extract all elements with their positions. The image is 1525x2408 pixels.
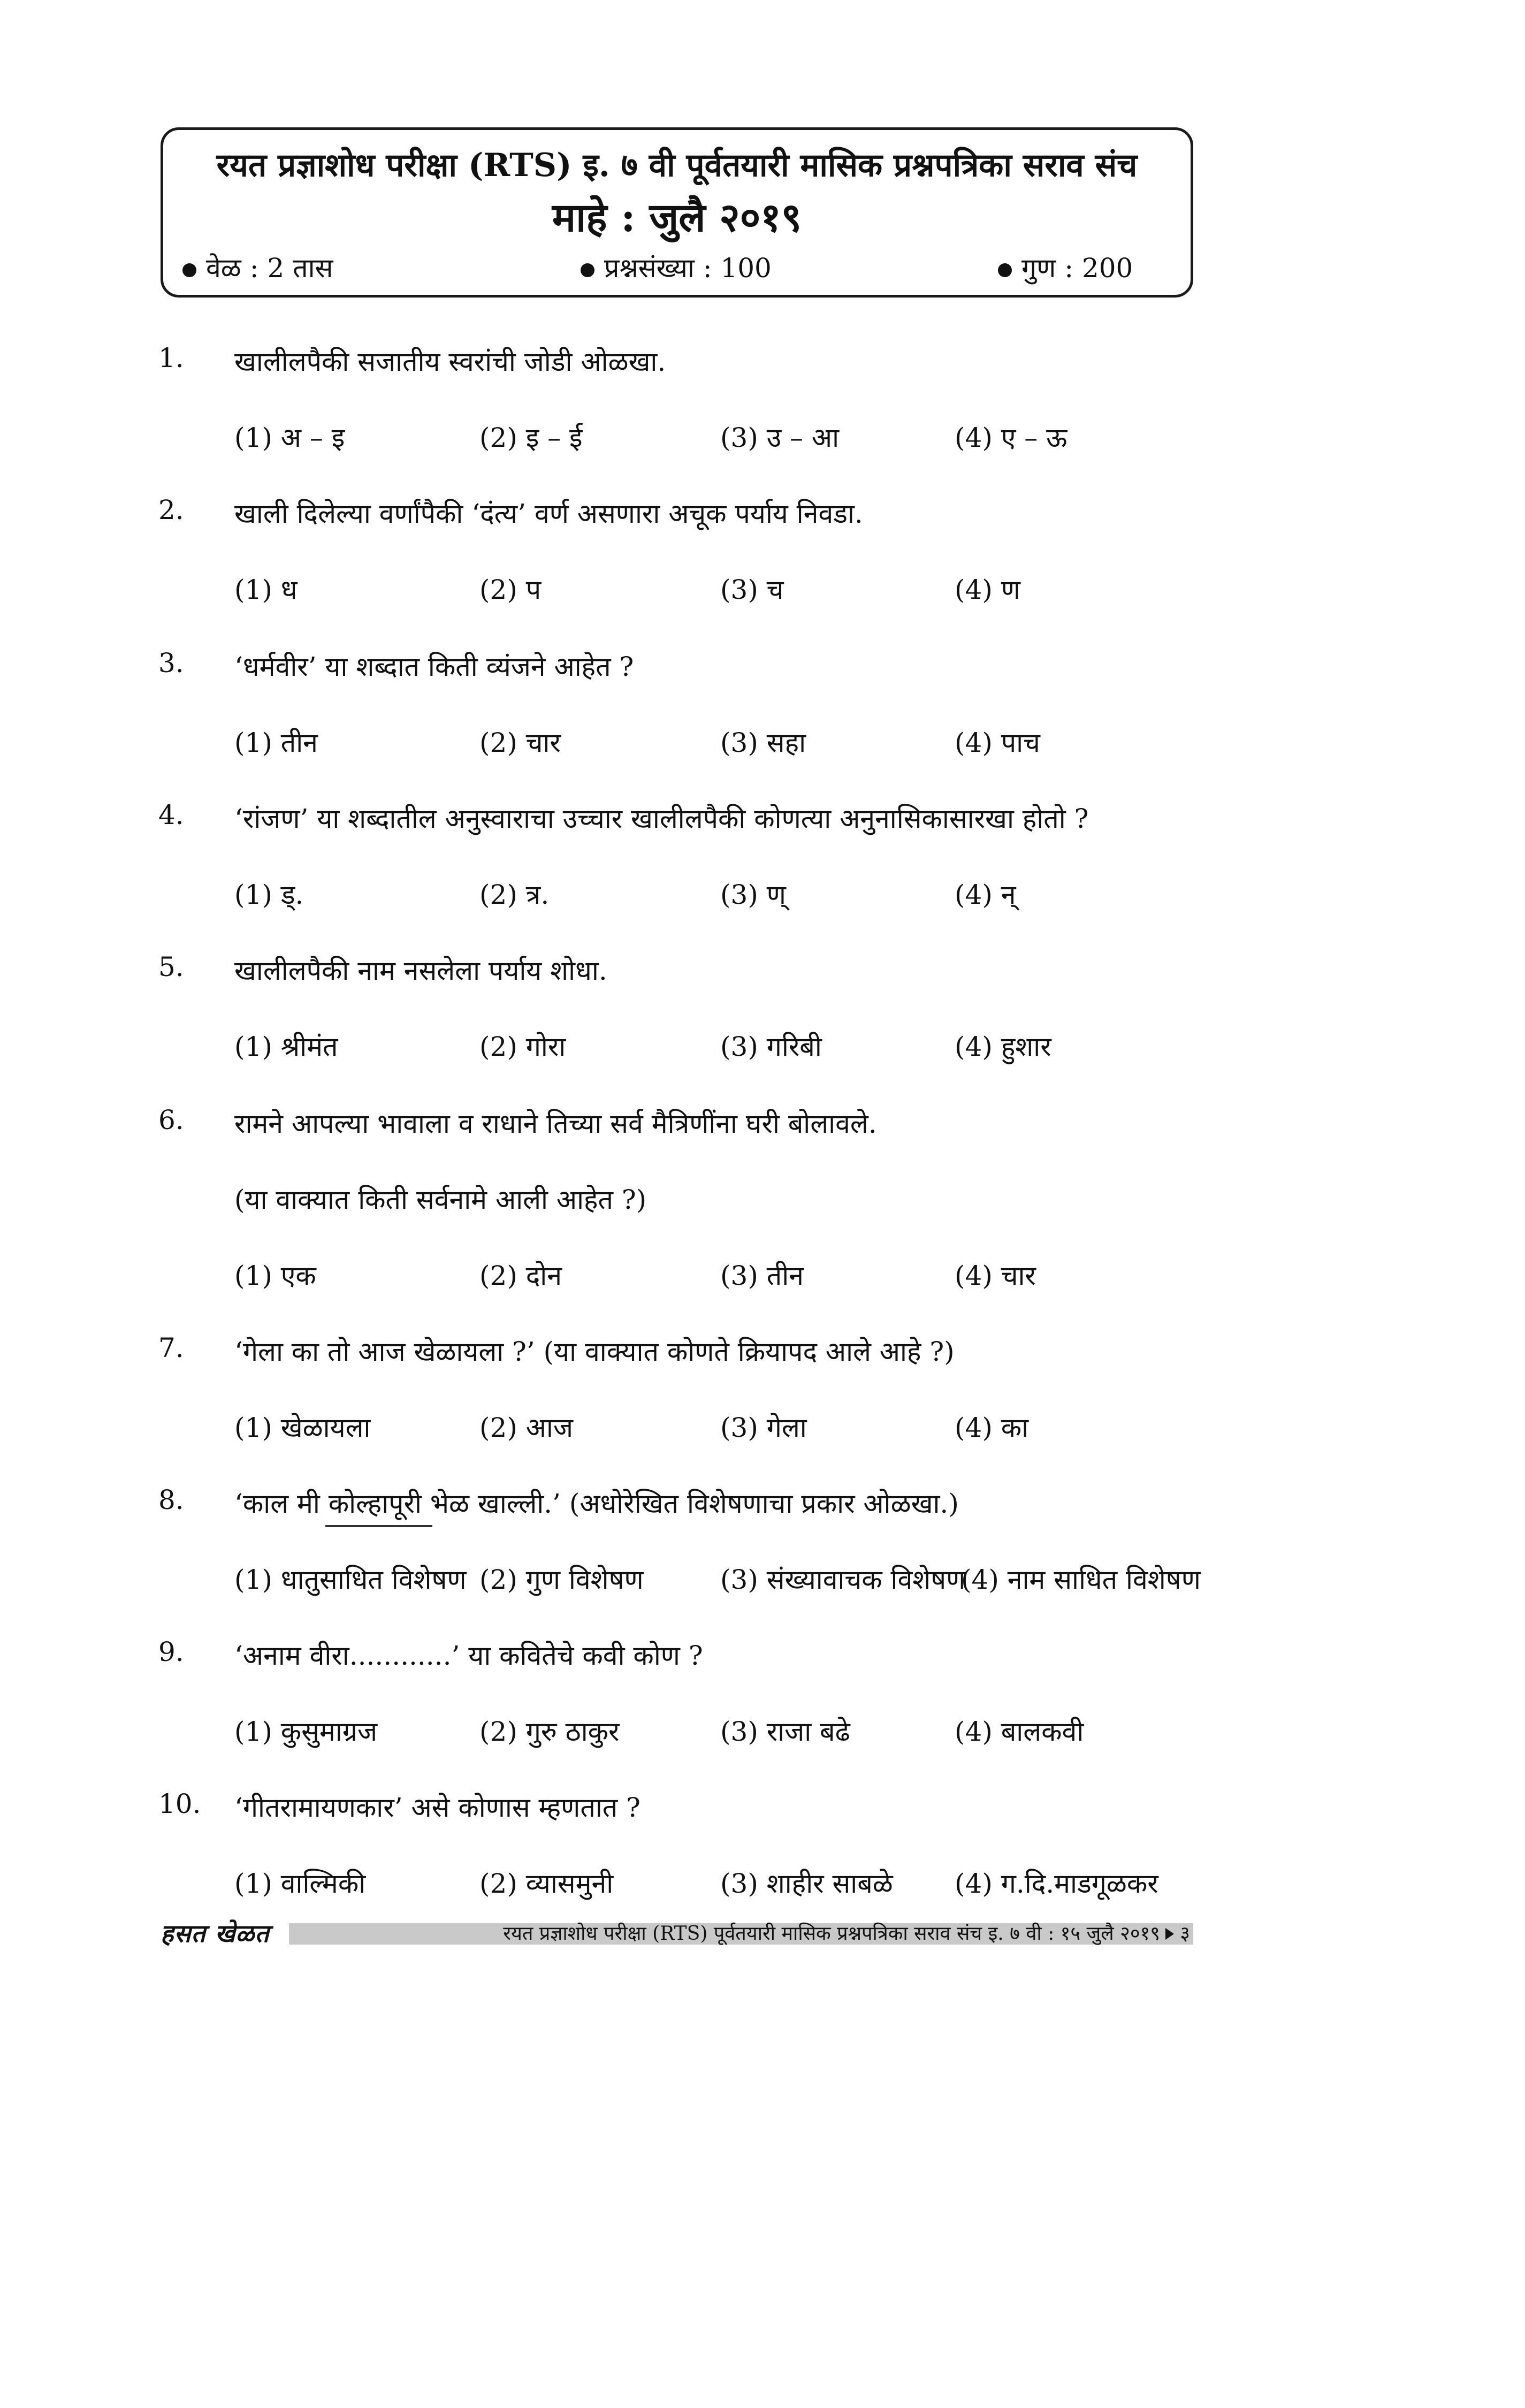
option-3[interactable]: (3) गरिबी	[720, 1031, 822, 1062]
option-4[interactable]: (4) ए – ऊ	[955, 422, 1068, 453]
option-1[interactable]: (1) कुसुमाग्रज	[234, 1716, 378, 1747]
question-number: 3.	[158, 647, 184, 679]
option-3[interactable]: (3) च	[720, 574, 784, 605]
play-arrow-icon	[1165, 1928, 1174, 1940]
exam-time: वेळ : 2 तास	[182, 249, 333, 285]
option-4[interactable]: (4) नाम साधित विशेषण	[961, 1564, 1201, 1595]
option-3[interactable]: (3) सहा	[720, 727, 806, 758]
option-3[interactable]: (3) तीन	[720, 1260, 804, 1291]
option-2[interactable]: (2) इ – ई	[479, 422, 583, 453]
footer-band	[289, 1923, 1193, 1945]
option-3[interactable]: (3) ण्	[720, 879, 786, 910]
question-number: 10.	[158, 1788, 201, 1819]
exam-title: रयत प्रज्ञाशोध परीक्षा (RTS) इ. ७ वी पूर्वतयारी मासिक प्रश्नपत्रिका सराव संच	[216, 147, 1138, 184]
question-text: ‘रांजण’ या शब्दातील अनुस्वाराचा उच्चार खालीलपैकी कोणत्या अनुनासिकासारखा होतो ?	[234, 803, 1089, 834]
question-text: ‘गीतरामायणकार’ असे कोणास म्हणतात ?	[234, 1792, 640, 1823]
footer-logo: हसत खेळत	[161, 1919, 270, 1948]
exam-month: माहे : जुलै २०१९	[552, 195, 802, 241]
option-1[interactable]: (1) श्रीमंत	[234, 1031, 338, 1062]
question-text: खाली दिलेल्या वर्णांपैकी ‘दंत्य’ वर्ण असणारा अचूक पर्याय निवडा.	[234, 498, 863, 529]
option-3[interactable]: (3) शाहीर साबळे	[720, 1868, 893, 1899]
question-text: ‘काल मी कोल्हापूरी भेळ खाल्ली.’ (अधोरेखित विशेषणाचा प्रकार ओळखा.)	[234, 1488, 959, 1519]
page-number: ३	[1180, 1923, 1190, 1945]
option-2[interactable]: (2) त्र.	[479, 879, 550, 910]
question-number: 7.	[158, 1332, 184, 1363]
question-number: 2.	[158, 494, 184, 525]
option-2[interactable]: (2) गोरा	[479, 1031, 566, 1062]
exam-question-count: प्रश्नसंख्या : 100	[581, 249, 772, 285]
option-3[interactable]: (3) राजा बढे	[720, 1716, 850, 1747]
question-number: 6.	[158, 1104, 184, 1136]
option-1[interactable]: (1) एक	[234, 1260, 316, 1291]
option-1[interactable]: (1) तीन	[234, 727, 318, 758]
option-2[interactable]: (2) आज	[479, 1412, 573, 1443]
option-2[interactable]: (2) प	[479, 574, 542, 605]
option-4[interactable]: (4) बालकवी	[955, 1716, 1084, 1747]
option-3[interactable]: (3) उ – आ	[720, 422, 840, 453]
option-1[interactable]: (1) ड्.	[234, 879, 304, 910]
option-2[interactable]: (2) गुण विशेषण	[479, 1564, 644, 1595]
option-1[interactable]: (1) खेळायला	[234, 1412, 371, 1443]
option-2[interactable]: (2) दोन	[479, 1260, 562, 1291]
option-3[interactable]: (3) गेला	[720, 1412, 807, 1443]
option-2[interactable]: (2) चार	[479, 727, 561, 758]
question-note: (या वाक्यात किती सर्वनामे आली आहेत ?)	[234, 1184, 647, 1215]
question-text: ‘धर्मवीर’ या शब्दात किती व्यंजने आहेत ?	[234, 651, 634, 682]
option-4[interactable]: (4) पाच	[955, 727, 1040, 758]
exam-marks: गुण : 200	[998, 249, 1133, 285]
option-3[interactable]: (3) संख्यावाचक विशेषण	[720, 1564, 966, 1595]
bullet-icon	[581, 263, 594, 277]
underline-mark	[325, 1525, 432, 1527]
question-text: ‘गेला का तो आज खेळायला ?’ (या वाक्यात कोणते क्रियापद आले आहे ?)	[234, 1336, 955, 1367]
bullet-icon	[182, 263, 196, 277]
question-text: रामने आपल्या भावाला व राधाने तिच्या सर्व मैत्रिणींना घरी बोलावले.	[234, 1108, 877, 1139]
footer-text: रयत प्रज्ञाशोध परीक्षा (RTS) पूर्वतयारी मासिक प्रश्नपत्रिका सराव संच इ. ७ वी : १५ जुलै २०१९	[503, 1923, 1160, 1945]
option-2[interactable]: (2) व्यासमुनी	[479, 1868, 614, 1899]
option-1[interactable]: (1) वाल्मिकी	[234, 1868, 366, 1899]
option-4[interactable]: (4) ग.दि.माडगूळकर	[955, 1868, 1158, 1899]
question-text: खालीलपैकी सजातीय स्वरांची जोडी ओळखा.	[234, 346, 666, 377]
question-number: 1.	[158, 342, 184, 374]
header-box	[161, 127, 1193, 298]
option-1[interactable]: (1) ध	[234, 574, 298, 605]
question-text: ‘अनाम वीरा............’ या कवितेचे कवी कोण ?	[234, 1640, 703, 1671]
option-2[interactable]: (2) गुरु ठाकुर	[479, 1716, 620, 1747]
option-4[interactable]: (4) हुशार	[955, 1031, 1051, 1062]
question-number: 4.	[158, 799, 184, 830]
option-4[interactable]: (4) न्	[955, 879, 1016, 910]
option-1[interactable]: (1) अ – इ	[234, 422, 345, 453]
bullet-icon	[998, 263, 1012, 277]
question-text: खालीलपैकी नाम नसलेला पर्याय शोधा.	[234, 955, 607, 986]
question-number: 9.	[158, 1636, 184, 1667]
option-4[interactable]: (4) का	[955, 1412, 1029, 1443]
option-1[interactable]: (1) धातुसाधित विशेषण	[234, 1564, 467, 1595]
question-number: 5.	[158, 951, 184, 982]
option-4[interactable]: (4) ण	[955, 574, 1020, 605]
question-number: 8.	[158, 1484, 184, 1515]
page-footer	[161, 1920, 1193, 1947]
option-4[interactable]: (4) चार	[955, 1260, 1036, 1291]
